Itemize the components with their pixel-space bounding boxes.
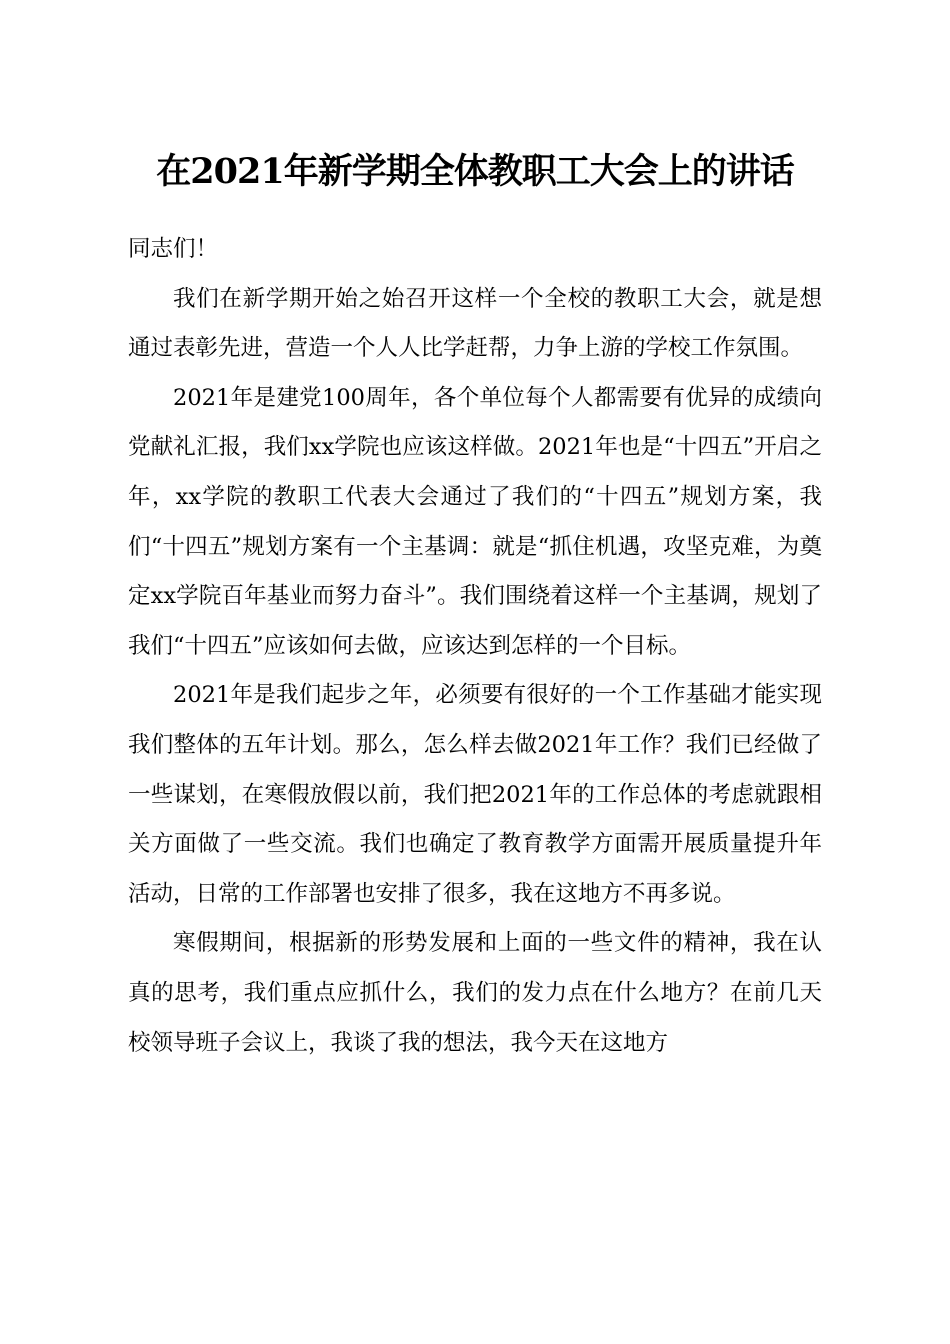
document-body: [128, 225, 822, 1068]
paragraph-2: 2021年是建党100周年，各个单位每个人都需要有优异的成绩向党献礼汇报，我们xx学院也应该这样做。2021年也是“十四五”开启之年，xx学院的教职工代表大会通过了我们的“十四五”规划方案，我们“十四五”规划方案有一个主基调：就是“抓住机遇，攻坚克难，为奠定xx学院百年基业而努力奋斗”。我们围绕着这样一个主基调，规划了我们“十四五”应该如何去做，应该达到怎样的一个目标。: [128, 384, 822, 659]
salutation: 同志们！: [128, 236, 219, 262]
document-page: [128, 0, 822, 1344]
paragraph-4: 寒假期间，根据新的形势发展和上面的一些文件的精神，我在认真的思考，我们重点应抓什么，我们的发力点在什么地方？在前几天校领导班子会议上，我谈了我的想法，我今天在这地方: [128, 930, 822, 1056]
paragraph-3: 2021年是我们起步之年，必须要有很好的一个工作基础才能实现我们整体的五年计划。那么，怎么样去做2021年工作？我们已经做了一些谋划，在寒假放假以前，我们把2021年的工作总体的考虑就跟相关方面做了一些交流。我们也确定了教育教学方面需开展质量提升年活动，日常的工作部署也安排了很多，我在这地方不再多说。: [128, 682, 822, 907]
document-title: 在2021年新学期全体教职工大会上的讲话: [156, 151, 794, 192]
paragraph-1: 我们在新学期开始之始召开这样一个全校的教职工大会，就是想通过表彰先进，营造一个人人比学赶帮，力争上游的学校工作氛围。: [128, 285, 822, 362]
